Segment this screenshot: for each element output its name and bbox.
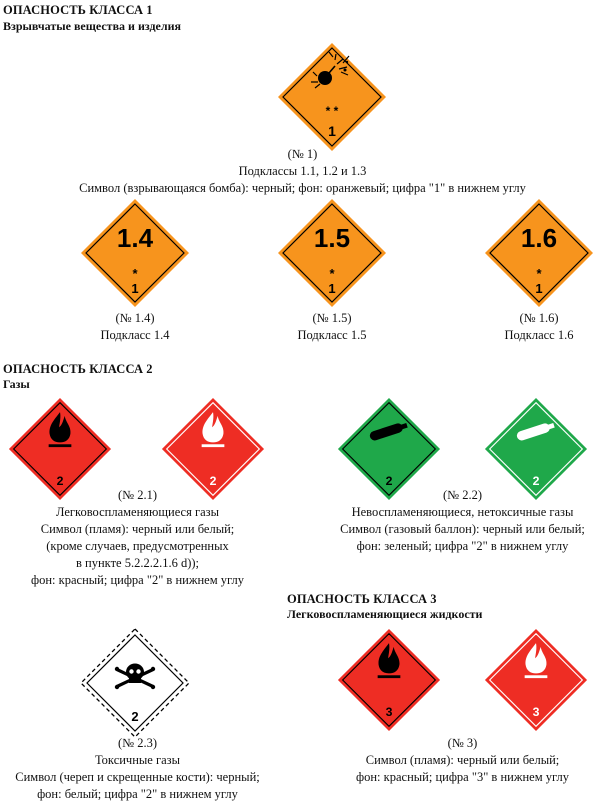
division-number: 1.6 <box>520 223 558 253</box>
label-bottom-number: 2 <box>131 709 139 724</box>
division-number: 1.4 <box>116 223 154 253</box>
caption-line: Подкласс 1.4 <box>100 328 170 342</box>
class1-main-caption <box>0 146 605 197</box>
caption-line: (№ 2.2) <box>442 488 482 502</box>
division-1-5-label <box>277 198 387 308</box>
caption-line: (№ 3) <box>447 736 478 750</box>
flammable-gas-white-label <box>161 397 265 501</box>
label-bottom-number: 2 <box>385 473 393 488</box>
caption-line: (№ 1.5) <box>312 311 352 325</box>
class1-heading: ОПАСНОСТЬ КЛАССА 1 <box>3 3 153 17</box>
caption-line: (кроме случаев, предусмотренных <box>46 539 229 553</box>
star-text: * <box>536 266 542 281</box>
division-1-6-label <box>484 198 594 308</box>
toxic-gas-caption <box>0 735 275 803</box>
division-1-6-caption <box>464 310 605 344</box>
caption-line: Токсичные газы <box>94 753 180 767</box>
division-1-4-caption <box>60 310 210 344</box>
caption-line: Подкласс 1.5 <box>297 328 367 342</box>
caption-line: (№ 1.6) <box>519 311 559 325</box>
flammable-liquid-caption <box>320 735 605 786</box>
label-bottom-number: 2 <box>209 473 217 488</box>
star-text: * <box>132 266 138 281</box>
label-bottom-number: 1 <box>131 281 139 296</box>
label-bottom-number: 3 <box>532 704 540 719</box>
non-flammable-gas-white-label <box>484 397 588 501</box>
class3-heading: ОПАСНОСТЬ КЛАССА 3 <box>287 592 437 606</box>
caption-line: фон: зеленый; цифра "2" в нижнем углу <box>356 539 569 553</box>
caption-line: Символ (пламя): черный или белый; <box>365 753 560 767</box>
caption-line: (№ 2.1) <box>117 488 157 502</box>
caption-line: Легковоспламеняющиеся газы <box>55 505 219 519</box>
caption-line: (№ 1) <box>287 147 318 161</box>
label-bottom-number: 1 <box>535 281 543 296</box>
caption-line: Символ (череп и скрещенные кости): черный; <box>15 770 260 784</box>
division-1-4-label <box>80 198 190 308</box>
label-bottom-number: 1 <box>328 281 336 296</box>
caption-line: фон: белый; цифра "2" в нижнем углу <box>37 787 238 801</box>
explosive-bomb-label <box>277 42 387 152</box>
class2-heading: ОПАСНОСТЬ КЛАССА 2 <box>3 362 153 376</box>
star-text: * <box>329 266 335 281</box>
label-bottom-number: 2 <box>532 473 540 488</box>
non-flammable-gas-black-label <box>337 397 441 501</box>
caption-line: (№ 1.4) <box>115 311 155 325</box>
flammable-liquid-white-label <box>484 628 588 732</box>
caption-line: в пункте 5.2.2.2.1.6 d)); <box>76 556 199 570</box>
toxic-gas-label <box>80 628 190 738</box>
flammable-gas-black-label <box>8 397 112 501</box>
caption-line: Подкласс 1.6 <box>504 328 574 342</box>
class2-subheading: Газы <box>3 377 30 391</box>
non-flammable-gas-caption <box>320 487 605 555</box>
caption-line: фон: красный; цифра "2" в нижнем углу <box>31 573 244 587</box>
label-bottom-number: 2 <box>56 473 64 488</box>
label-bottom-number: 1 <box>328 123 336 139</box>
caption-line: Подклассы 1.1, 1.2 и 1.3 <box>238 164 367 178</box>
caption-line: Символ (газовый баллон): черный или белый; <box>340 522 585 536</box>
flammable-liquid-black-label <box>337 628 441 732</box>
caption-line: (№ 2.3) <box>117 736 157 750</box>
stars-text: * * <box>325 104 339 118</box>
caption-line: Невоспламеняющиеся, нетоксичные газы <box>351 505 574 519</box>
label-bottom-number: 3 <box>385 704 393 719</box>
flammable-gas-caption <box>0 487 275 589</box>
class3-subheading: Легковоспламеняющиеся жидкости <box>287 607 483 621</box>
caption-line: Символ (взрывающаяся бомба): черный; фон: оранжевый; цифра "1" в нижнем углу <box>79 181 526 195</box>
division-number: 1.5 <box>313 223 351 253</box>
caption-line: Символ (пламя): черный или белый; <box>40 522 235 536</box>
class1-subheading: Взрывчатые вещества и изделия <box>3 19 182 33</box>
division-1-5-caption <box>257 310 407 344</box>
caption-line: фон: красный; цифра "3" в нижнем углу <box>356 770 569 784</box>
